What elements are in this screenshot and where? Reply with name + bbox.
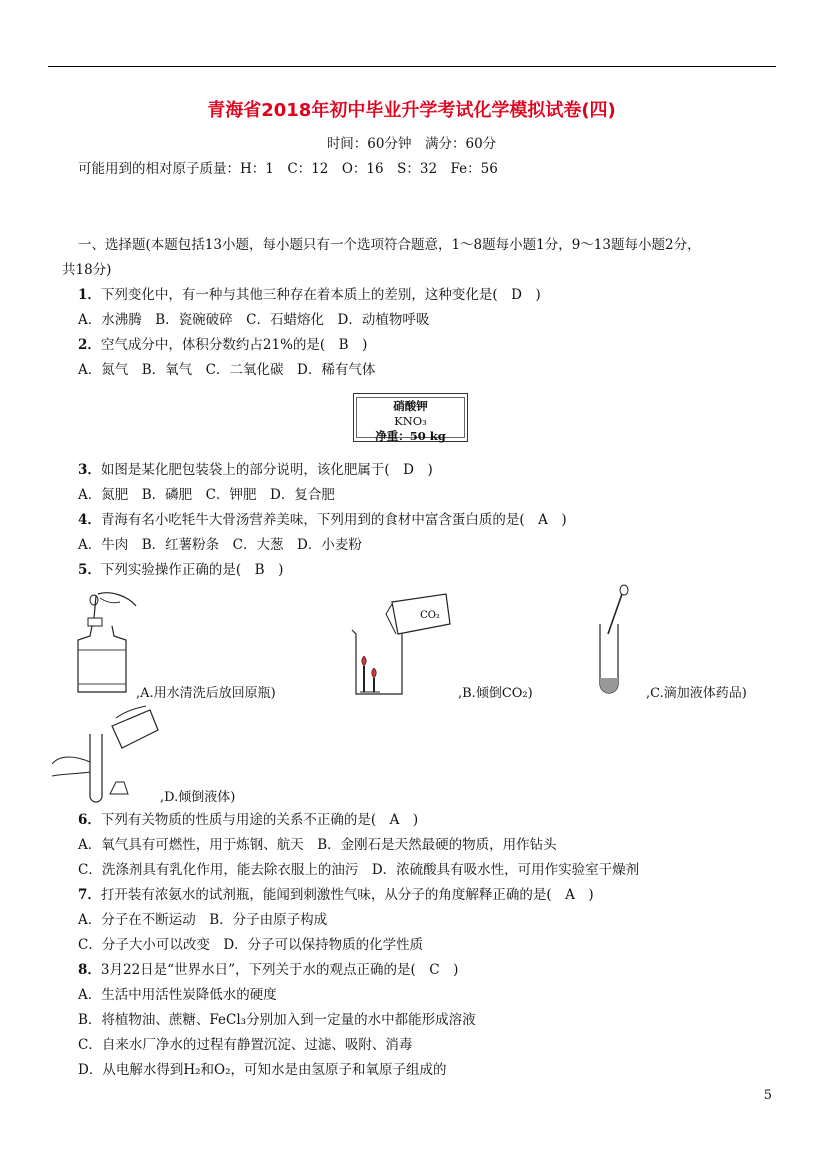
question-2: [78, 336, 367, 354]
question-6-options-1: A．氧气具有可燃性，用于炼钢、航天 B．金刚石是天然最硬的物质，用作钻头: [78, 837, 557, 853]
question-8: [78, 961, 458, 979]
question-8-option-c: C．自来水厂净水的过程有静置沉淀、过滤、吸附、消毒: [78, 1037, 413, 1053]
question-7-options-2: C．分子大小可以改变 D．分子可以保持物质的化学性质: [78, 937, 424, 953]
question-3-options: A．氮肥 B．磷肥 C．钾肥 D．复合肥: [78, 487, 335, 503]
question-number: 3．: [78, 462, 101, 478]
question-number: 5．: [78, 562, 101, 578]
question-stem: 下列变化中，有一种与其他三种存在着本质上的差别，这种变化是( D ): [100, 287, 541, 303]
question-8-option-b: B．将植物油、蔗糖、FeCl₃分别加入到一定量的水中都能形成溶液: [78, 1012, 476, 1028]
question-3: [78, 461, 433, 479]
figure-d-pour-liquid: [50, 704, 160, 804]
question-stem: 青海有名小吃牦牛大骨汤营养美味，下列用到的食材中富含蛋白质的是( A ): [100, 512, 567, 528]
question-1-options: A．水沸腾 B．瓷碗破碎 C．石蜡熔化 D．动植物呼吸: [78, 312, 430, 328]
question-1: [78, 286, 541, 304]
question-number: 1．: [78, 287, 101, 303]
figure-d-caption: ,D.倾倒液体): [160, 790, 236, 805]
fertilizer-label: [353, 393, 468, 442]
question-stem: 如图是某化肥包装袋上的部分说明，该化肥属于( D ): [100, 462, 433, 478]
question-stem: 空气成分中，体积分数约占21%的是( B ): [100, 337, 368, 353]
question-number: 4．: [78, 512, 101, 528]
figure-c-caption: ,C.滴加液体药品): [646, 686, 747, 701]
question-2-options: A．氮气 B．氧气 C．二氧化碳 D．稀有气体: [78, 362, 376, 378]
header-rule: [48, 66, 776, 67]
question-stem: 下列实验操作正确的是( B ): [100, 562, 284, 578]
question-7: [78, 886, 594, 904]
figure-b-pour-co2: [350, 594, 460, 699]
question-number: 7．: [78, 887, 101, 903]
fertilizer-weight: 净重：50 kg: [375, 429, 446, 443]
question-stem: 打开装有浓氨水的试剂瓶，能闻到刺激性气味，从分子的角度解释正确的是( A ): [100, 887, 594, 903]
question-4-options: A．牛肉 B．红薯粉条 C．大葱 D．小麦粉: [78, 537, 362, 553]
section-heading: 一、选择题(本题包括13小题，每小题只有一个选项符合题意，1～8题每小题1分，9～13题每小题2分，: [78, 237, 701, 253]
question-7-options-1: A．分子在不断运动 B．分子由原子构成: [78, 912, 328, 928]
co2-label: CO₂: [420, 610, 440, 621]
question-6: [78, 811, 418, 829]
question-number: 6．: [78, 812, 101, 828]
exam-title: 青海省2018年初中毕业升学考试化学模拟试卷(四): [207, 100, 616, 121]
question-8-option-a: A．生活中用活性炭降低水的硬度: [78, 987, 277, 1003]
atomic-masses: 可能用到的相对原子质量：H：1 C：12 O：16 S：32 Fe：56: [78, 161, 498, 177]
figure-b-caption: ,B.倾倒CO₂): [458, 686, 533, 701]
section-heading-cont: 共18分): [62, 262, 112, 278]
question-number: 8．: [78, 962, 101, 978]
question-4: [78, 511, 567, 529]
fertilizer-formula: KNO₃: [394, 414, 427, 428]
figure-c-dropper-test-tube: [592, 584, 632, 696]
question-number: 2．: [78, 337, 101, 353]
question-stem: 下列有关物质的性质与用途的关系不正确的是( A ): [100, 812, 419, 828]
page-number: 5: [763, 1088, 772, 1103]
question-8-option-d: D．从电解水得到H₂和O₂，可知水是由氢原子和氧原子组成的: [78, 1062, 447, 1078]
figure-a-reagent-bottle: [70, 592, 140, 697]
figure-a-caption: ,A.用水清洗后放回原瓶): [136, 686, 276, 701]
exam-meta: 时间：60分钟 满分：60分: [326, 136, 497, 152]
question-stem: 3月22日是“世界水日”，下列关于水的观点正确的是( C ): [100, 962, 459, 978]
question-6-options-2: C．洗涤剂具有乳化作用，能去除衣服上的油污 D．浓硫酸具有吸水性，可用作实验室干燥剂: [78, 862, 640, 878]
fertilizer-name: 硝酸钾: [393, 399, 428, 413]
question-5: [78, 561, 283, 579]
